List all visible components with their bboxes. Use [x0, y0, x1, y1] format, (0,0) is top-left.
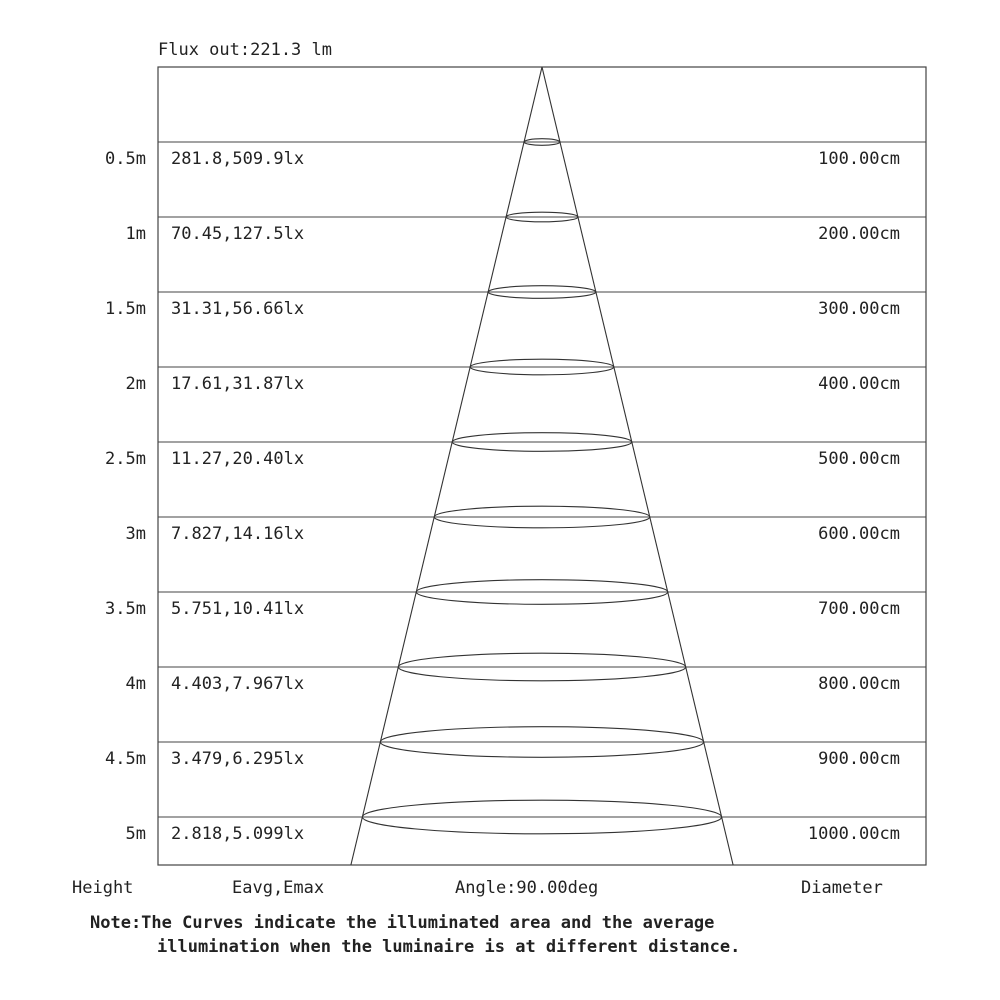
row-diameter-label: 700.00cm [818, 599, 900, 619]
row-diameter-label: 500.00cm [818, 449, 900, 469]
row-labels [105, 149, 900, 844]
cone-right-edge [542, 67, 733, 865]
flux-label: Flux out:221.3 lm [158, 40, 332, 60]
note-line-2: illumination when the luminaire is at different distance. [157, 937, 741, 957]
row-illuminance-label: 3.479,6.295lx [171, 749, 305, 769]
row-illuminance-label: 5.751,10.41lx [171, 599, 305, 619]
row-illuminance-label: 31.31,56.66lx [171, 299, 305, 319]
row-height-label: 3m [125, 524, 146, 544]
diameter-column-label: Diameter [801, 878, 883, 898]
row-height-label: 5m [125, 824, 146, 844]
row-diameter-label: 800.00cm [818, 674, 900, 694]
row-height-label: 4.5m [105, 749, 146, 769]
height-column-label: Height [72, 878, 134, 898]
row-diameter-label: 100.00cm [818, 149, 900, 169]
cone-left-edge [351, 67, 542, 865]
row-illuminance-label: 281.8,509.9lx [171, 149, 305, 169]
row-height-label: 3.5m [105, 599, 146, 619]
row-illuminance-label: 2.818,5.099lx [171, 824, 305, 844]
row-illuminance-label: 7.827,14.16lx [171, 524, 305, 544]
note-line-1: Note:The Curves indicate the illuminated area and the average [90, 913, 715, 933]
row-height-label: 1.5m [105, 299, 146, 319]
row-diameter-label: 400.00cm [818, 374, 900, 394]
row-illuminance-label: 11.27,20.40lx [171, 449, 305, 469]
row-illuminance-label: 4.403,7.967lx [171, 674, 305, 694]
beam-cone [351, 67, 733, 865]
row-height-label: 0.5m [105, 149, 146, 169]
row-height-label: 2.5m [105, 449, 146, 469]
illuminated-area-curves [362, 139, 721, 834]
row-illuminance-label: 70.45,127.5lx [171, 224, 305, 244]
row-illuminance-label: 17.61,31.87lx [171, 374, 305, 394]
eavg-emax-column-label: Eavg,Emax [232, 878, 325, 898]
row-height-label: 1m [125, 224, 146, 244]
row-diameter-label: 300.00cm [818, 299, 900, 319]
beam-angle-label: Angle:90.00deg [455, 878, 599, 898]
row-diameter-label: 1000.00cm [807, 824, 900, 844]
row-height-label: 4m [125, 674, 146, 694]
row-diameter-label: 600.00cm [818, 524, 900, 544]
row-height-label: 2m [125, 374, 146, 394]
row-diameter-label: 900.00cm [818, 749, 900, 769]
row-diameter-label: 200.00cm [818, 224, 900, 244]
